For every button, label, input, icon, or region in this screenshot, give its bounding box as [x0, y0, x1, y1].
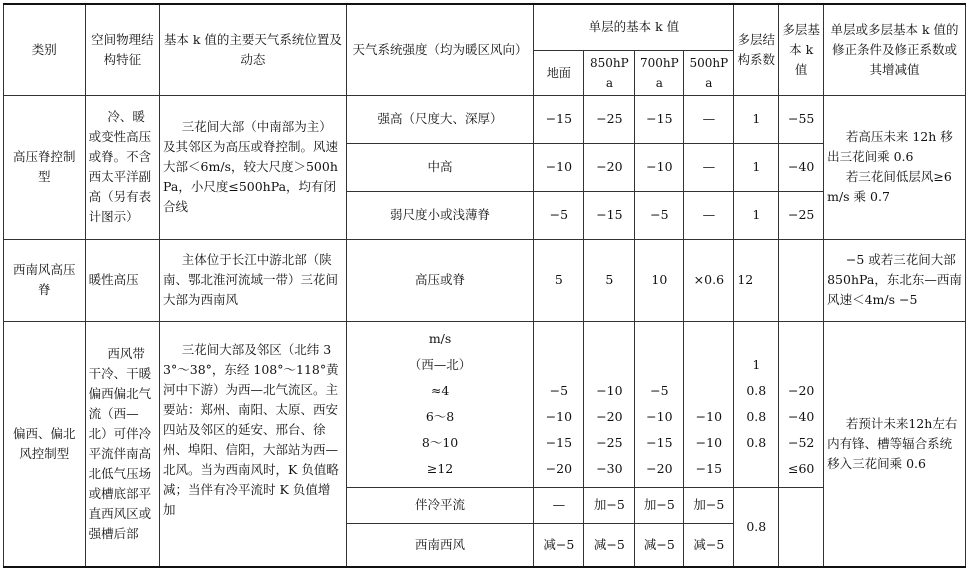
- section1-correction-2: 若三花间低层风≥6m/s 乘 0.7: [827, 169, 952, 204]
- header-level-500: 500hPa: [684, 50, 734, 95]
- section1-row3-multi-coef: 1: [734, 191, 779, 239]
- section1-category: 高压脊控制型: [4, 95, 86, 239]
- header-multi-k: 多层基本 k 值: [779, 4, 824, 95]
- multik-v2: −20: [787, 383, 815, 398]
- header-level-700: 700hPa: [635, 50, 684, 95]
- section1-row1-strength: 强高（尺度大、深厚）: [346, 95, 534, 143]
- section2-correction: −5 或若三花间大部 850hPa，东北东—西南风速＜4m/s −5: [824, 239, 966, 321]
- section2-category: 西南风高压脊: [4, 239, 86, 321]
- section1-row1-multi-k: −55: [779, 95, 824, 143]
- section1-row3-ground: −5: [534, 191, 584, 239]
- section3-position: 三花间大部及邻区（北纬 33°～38°，东经 108°～118°黄河中下游）为西—北气流区。主要站：郑州、南阳、太原、西安四站及邻区的延安、邢台、徐州、埠阳、信阳，大部站为西—北风。当为西南风时，K 负值略减；当伴有冷平流时 K 负值增加: [160, 321, 347, 567]
- p850-v3: −20: [596, 409, 623, 424]
- section3-extra2-strength: 西南西风: [346, 523, 534, 567]
- section2-spatial: 暖性高压: [85, 239, 159, 321]
- section1-row3-multi-k: −25: [779, 191, 824, 239]
- coef-v3: 0.8: [746, 409, 767, 424]
- section3-extra1-strength: 伴冷平流: [346, 487, 534, 523]
- section2-row1-strength: 高压或脊: [346, 239, 534, 321]
- header-correction: 单层或多层基本 k 值的修正条件及修正系数或其增减值: [824, 4, 966, 95]
- section1-row1-ground: −15: [534, 95, 584, 143]
- header-position: 基本 k 值的主要天气系统位置及动态: [160, 4, 347, 95]
- p500-v3: −10: [695, 409, 723, 424]
- section1-row3-500: —: [684, 191, 734, 239]
- section3-extra2-ground: 减−5: [534, 523, 584, 567]
- section1-row2-ground: −10: [534, 143, 584, 191]
- section2-row1-850: 5: [584, 239, 635, 321]
- section3-extra-multi-k: [779, 487, 824, 567]
- section1-correction: [824, 95, 966, 239]
- section1-row1-500: —: [684, 95, 734, 143]
- header-single-layer: 单层的基本 k 值: [534, 4, 734, 50]
- section3-spatial: 西风带干冷、干暖偏西偏北气流（西—北）可伴冷平流伴南高北低气压场或槽底部平直西风区或强槽后部: [85, 321, 159, 567]
- section3-speed-ground: [534, 321, 584, 487]
- section3-extra1-700: 加−5: [635, 487, 684, 523]
- section1-row3-850: −15: [584, 191, 635, 239]
- table-wrapper: [3, 3, 966, 568]
- section3-speed-700: [635, 321, 684, 487]
- speed-6-8: 6～8: [425, 409, 455, 424]
- header-level-ground: 地面: [534, 50, 584, 95]
- section1-row2-strength: 中高: [346, 143, 534, 191]
- section1-row3-700: −5: [635, 191, 684, 239]
- section3-speed-multi-k: [779, 321, 824, 487]
- p700-v3: −10: [646, 409, 673, 424]
- section2-row1-ground: 5: [534, 239, 584, 321]
- multik-v5: ≤60: [787, 461, 815, 476]
- speed-12: ≥12: [426, 461, 454, 476]
- section3-extra1-ground: —: [534, 487, 584, 523]
- section1-correction-1: 若高压未来 12h 移出三花间乘 0.6: [827, 129, 953, 164]
- p500-v4: −10: [695, 435, 723, 450]
- header-level-850: 850hPa: [584, 50, 635, 95]
- header-multi-coef: 多层结构系数: [734, 4, 779, 95]
- section1-row1-multi-coef: 1: [734, 95, 779, 143]
- coef-v4: 0.8: [746, 435, 767, 450]
- section3-extra2-700: 减−5: [635, 523, 684, 567]
- section1-row2-multi-coef: 1: [734, 143, 779, 191]
- p700-v4: −15: [646, 435, 673, 450]
- section3-extra-multi-coef: 0.8: [734, 487, 779, 567]
- section2-row1-multi-k: [779, 239, 824, 321]
- section3-extra1-500: 加−5: [684, 487, 734, 523]
- section2-row1-multi-coef: 12: [734, 239, 779, 321]
- header-row-1: [4, 4, 966, 50]
- section1-spatial: 冷、暖或变性高压或脊。不含西太平洋副高（另有表计图示）: [85, 95, 159, 239]
- section1-row2-850: −20: [584, 143, 635, 191]
- p700-v2: −5: [650, 383, 669, 398]
- speed-direction: （西—北）: [408, 357, 472, 372]
- speed-8-10: 8～10: [421, 435, 459, 450]
- ground-v4: −15: [545, 435, 573, 450]
- section1-row2-500: —: [684, 143, 734, 191]
- p850-v5: −30: [596, 461, 623, 476]
- section2-position: 主体位于长江中游北部（陕南、鄂北淮河流域一带）三花间大部为西南风: [160, 239, 347, 321]
- section3-speed-500: [684, 321, 734, 487]
- section3-speed-850: [584, 321, 635, 487]
- coef-v1: 1: [752, 357, 761, 372]
- section1-position: 三花间大部（中南部为主）及其邻区为高压或脊控制。风速大部＜6m/s，较大尺度＞500hPa，小尺度≤500hPa，均有闭合线: [160, 95, 347, 239]
- section2-row1-500: ×0.6: [684, 239, 734, 321]
- section2-row1-700: 10: [635, 239, 684, 321]
- section3-speed-multi-coef: [734, 321, 779, 487]
- section3-correction: 若预计未来12h左右内有锋、槽等辐合系统移入三花间乘 0.6: [824, 321, 966, 567]
- section3-extra1-850: 加−5: [584, 487, 635, 523]
- coef-v2: 0.8: [746, 383, 767, 398]
- section1-row3-strength: 弱尺度小或浅薄脊: [346, 191, 534, 239]
- table-row: [4, 239, 966, 321]
- p850-v4: −25: [596, 435, 623, 450]
- k-value-table: [3, 3, 966, 568]
- ground-v2: −5: [549, 383, 569, 398]
- section3-extra2-500: 减−5: [684, 523, 734, 567]
- header-spatial: 空间物理结构特征: [85, 4, 159, 95]
- section3-speed-strength: [346, 321, 534, 487]
- ground-v3: −10: [545, 409, 573, 424]
- p850-v2: −10: [596, 383, 623, 398]
- multik-v3: −40: [787, 409, 815, 424]
- section1-row2-multi-k: −40: [779, 143, 824, 191]
- speed-4: ≈4: [430, 383, 450, 398]
- section1-row1-850: −25: [584, 95, 635, 143]
- section1-row1-700: −15: [635, 95, 684, 143]
- section1-row2-700: −10: [635, 143, 684, 191]
- header-strength: 天气系统强度（均为暖区风向）: [346, 4, 534, 95]
- p500-v5: −15: [695, 461, 723, 476]
- section3-category: 偏西、偏北风控制型: [4, 321, 86, 567]
- speed-unit: m/s: [428, 331, 452, 346]
- header-category: 类别: [4, 4, 86, 95]
- p700-v5: −20: [646, 461, 673, 476]
- table-row: [4, 95, 966, 143]
- table-row: [4, 321, 966, 487]
- section3-extra2-850: 减−5: [584, 523, 635, 567]
- multik-v4: −52: [787, 435, 815, 450]
- ground-v5: −20: [545, 461, 573, 476]
